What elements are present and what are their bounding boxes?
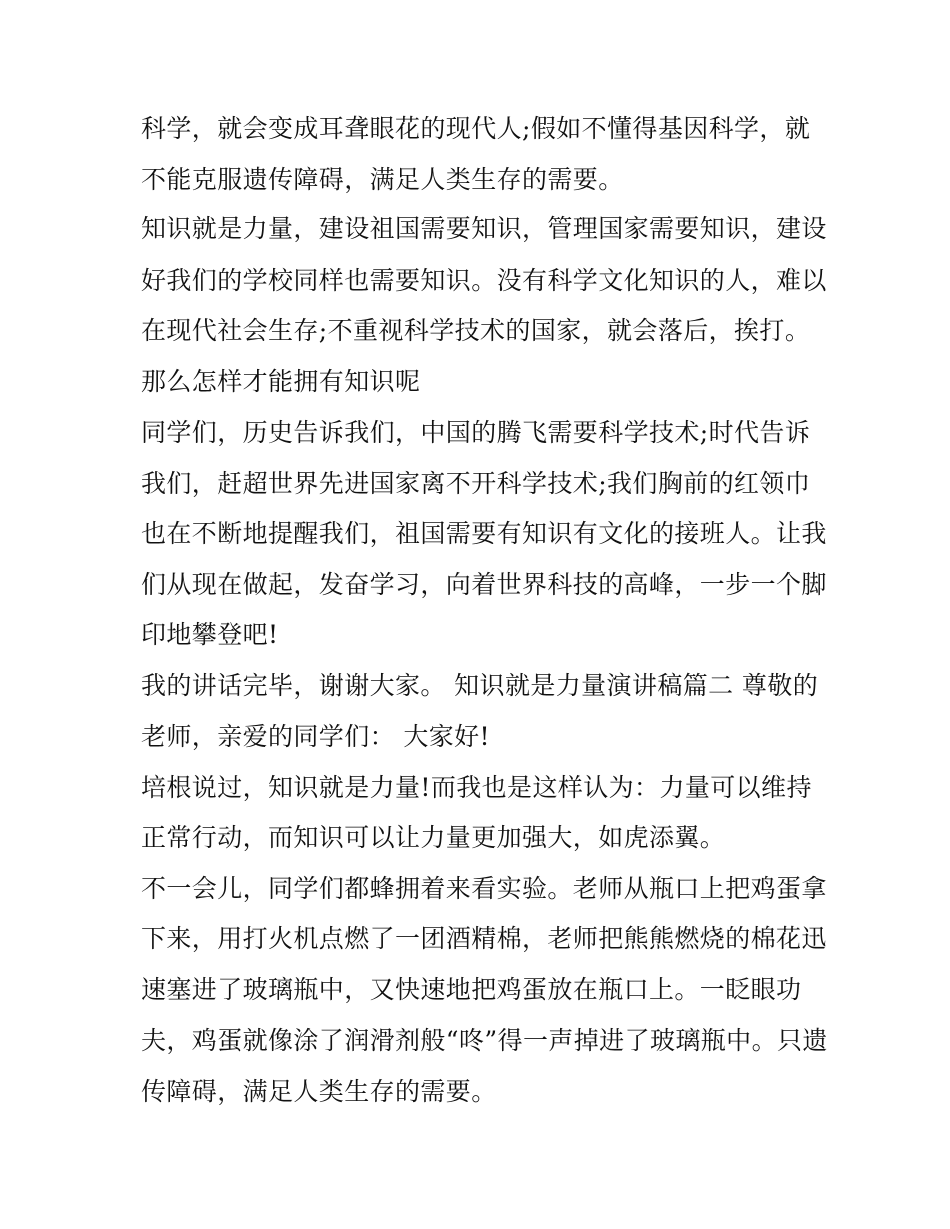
text-line: 好我们的学校同样也需要知识。没有科学文化知识的人，难以 xyxy=(141,266,827,295)
text-line: 同学们，历史告诉我们，中国的腾飞需要科学技术;时代告诉 xyxy=(141,418,811,447)
text-line: 老师，亲爱的同学们： 大家好! xyxy=(141,722,490,751)
text-line: 培根说过，知识就是力量!而我也是这样认为：力量可以维持 xyxy=(141,773,812,802)
text-line: 下来，用打火机点燃了一团酒精棉，老师把熊熊燃烧的棉花迅 xyxy=(141,924,827,953)
text-line: 我们，赶超世界先进国家离不开科学技术;我们胸前的红领巾 xyxy=(141,469,811,498)
text-line: 夫，鸡蛋就像涂了润滑剂般“咚”得一声掉进了玻璃瓶中。只遗 xyxy=(141,1026,828,1055)
text-line: 那么怎样才能拥有知识呢 xyxy=(141,367,421,396)
text-line: 知识就是力量，建设祖国需要知识，管理国家需要知识，建设 xyxy=(141,214,827,243)
text-line: 正常行动，而知识可以让力量更加强大，如虎添翼。 xyxy=(141,823,726,852)
text-line: 科学，就会变成耳聋眼花的现代人;假如不懂得基因科学，就 xyxy=(141,114,811,143)
text-line: 在现代社会生存;不重视科学技术的国家，就会落后，挨打。 xyxy=(141,316,811,345)
text-line: 不一会儿，同学们都蜂拥着来看实验。老师从瓶口上把鸡蛋拿 xyxy=(141,874,827,903)
text-line: 传障碍，满足人类生存的需要。 xyxy=(141,1077,497,1106)
text-line: 也在不断地提醒我们，祖国需要有知识有文化的接班人。让我 xyxy=(141,519,827,548)
text-line: 我的讲话完毕，谢谢大家。 知识就是力量演讲稿篇二 尊敬的 xyxy=(141,671,819,700)
text-line: 速塞进了玻璃瓶中，又快速地把鸡蛋放在瓶口上。一眨眼功 xyxy=(141,975,802,1004)
text-line: 印地攀登吧! xyxy=(141,620,279,649)
text-line: 们从现在做起，发奋学习，向着世界科技的高峰，一步一个脚 xyxy=(141,570,827,599)
text-line: 不能克服遗传障碍，满足人类生存的需要。 xyxy=(141,165,624,194)
